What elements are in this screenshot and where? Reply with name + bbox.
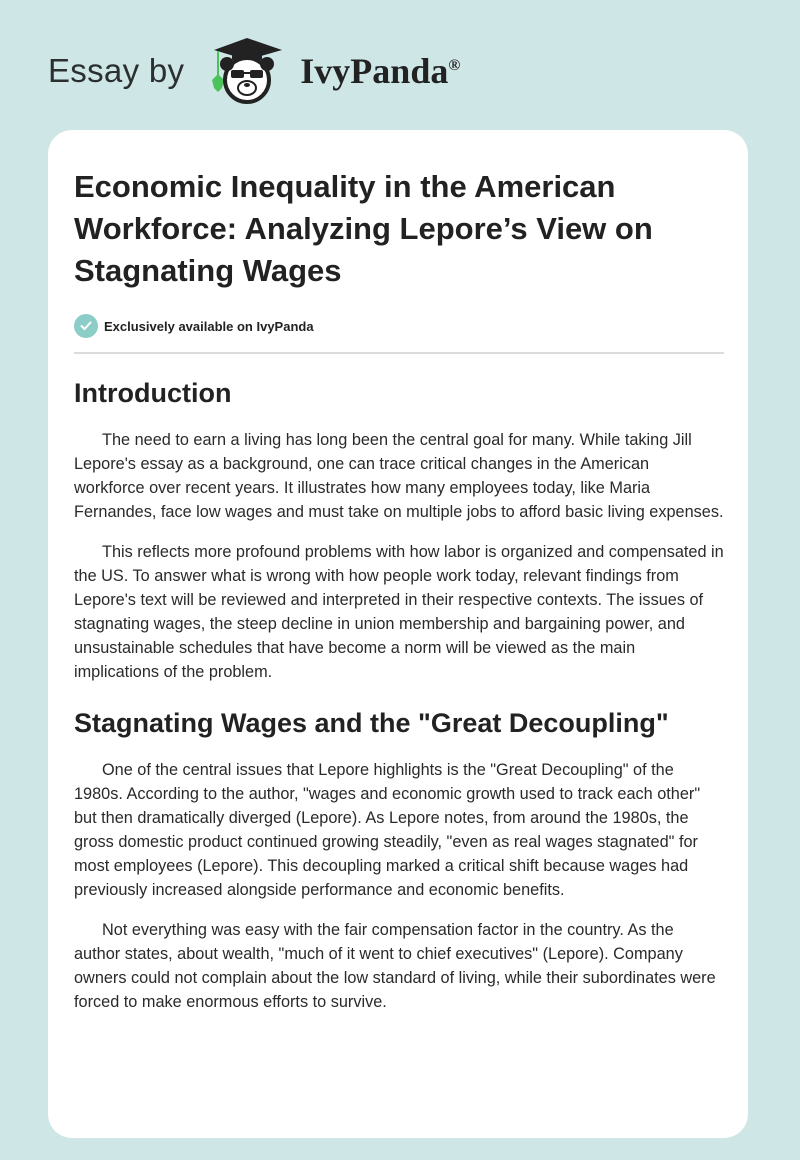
check-circle-icon bbox=[74, 314, 98, 338]
site-header bbox=[48, 36, 460, 106]
brand-name: IvyPanda® bbox=[300, 51, 461, 91]
essay-by-label: Essay by bbox=[48, 52, 185, 89]
paragraph: Not everything was easy with the fair compensation factor in the country. As the author states, about wealth, "much of it went to chief executives" (Lepore). Company owners could not complain about the low standard of living, while their subordinates were forced to make enormous efforts to survive. bbox=[74, 921, 716, 1011]
paragraph: One of the central issues that Lepore highlights is the "Great Decoupling" of the 1980s. According to the author, "wages and economic growth used to track each other" but then dramatically diverged (Lepore). As Lepore notes, from around the 1980s, the gross domestic product continued growing steadily, "even as real wages stagnated" for most employees (Lepore). This decoupling marked a critical shift because wages had previously increased alongside performance and economic benefits. bbox=[74, 761, 701, 899]
ivypanda-logo-icon bbox=[202, 36, 292, 106]
paragraph: The need to earn a living has long been the central goal for many. While taking Jill Lepore's essay as a background, one can trace critical changes in the American workforce over recent years. It illustrates how many employees today, like Maria Fernandes, face low wages and must take on multiple jobs to afford basic living expenses. bbox=[74, 431, 724, 521]
section-heading: Introduction bbox=[74, 378, 232, 408]
section-heading: Stagnating Wages and the "Great Decoupling" bbox=[74, 708, 669, 738]
paragraph: This reflects more profound problems with how labor is organized and compensated in the US. To answer what is wrong with how people work today, relevant findings from Lepore's text will be reviewed and interpreted in their respective contexts. The issues of stagnating wages, the steep decline in union membership and bargaining power, and unsustainable schedules that have become a norm will be viewed as the main implications of the problem. bbox=[74, 543, 724, 681]
essay-title: Economic Inequality in the American Workforce: Analyzing Lepore’s View on Stagnating Wages bbox=[74, 169, 653, 288]
divider bbox=[74, 352, 724, 354]
badge-text: Exclusively available on IvyPanda bbox=[104, 318, 314, 334]
exclusive-badge bbox=[74, 314, 724, 338]
essay-card bbox=[48, 130, 748, 1138]
